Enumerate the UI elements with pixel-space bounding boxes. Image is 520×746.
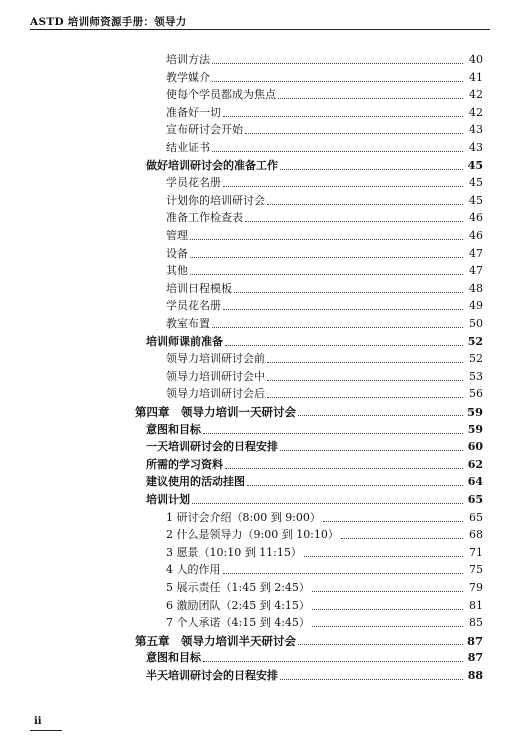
dot-leader [267, 362, 463, 363]
toc-entry-title: 教室布置 [166, 317, 210, 330]
dot-leader [312, 609, 463, 610]
toc-entry-title: 7 个人承诺（4:15 到 4:45） [166, 616, 310, 630]
dot-leader [341, 538, 463, 539]
dot-leader [278, 98, 463, 99]
toc-entry-title: 准备工作检查表 [166, 211, 243, 225]
toc-entry[interactable] [0, 436, 520, 454]
toc-entry-title: 1 研讨会介绍（8:00 到 9:00） [166, 510, 321, 524]
toc-entry[interactable] [0, 454, 520, 472]
toc-entry-page: 42 [469, 88, 483, 102]
toc-entry[interactable] [0, 313, 520, 331]
toc-entry[interactable] [0, 507, 520, 525]
toc-entry-page: 59 [466, 405, 483, 419]
toc-entry[interactable] [0, 489, 520, 507]
toc-entry-title: 所需的学习资料 [146, 457, 223, 471]
toc-entry[interactable] [0, 348, 520, 366]
toc-entry-title: 第四章 领导力培训一天研讨会 [135, 405, 296, 419]
dot-leader [223, 573, 464, 574]
toc-entry-page: 47 [469, 264, 483, 278]
toc-entry-title: 4 人的作用 [166, 563, 221, 577]
dot-leader [225, 468, 463, 469]
running-header: ASTD 培训师资源手册：领导力 [30, 16, 187, 28]
dot-leader [245, 221, 463, 222]
toc-entry-page: 48 [469, 281, 483, 295]
header-rule [30, 29, 490, 30]
toc-entry-title: 宣布研讨会开始 [166, 123, 243, 137]
toc-entry[interactable] [0, 577, 520, 595]
toc-entry-page: 81 [469, 598, 483, 612]
toc-entry-title: 教学媒介 [166, 70, 210, 84]
dot-leader [234, 292, 463, 293]
toc-entry-title: 其他 [166, 264, 188, 278]
toc-entry[interactable] [0, 612, 520, 630]
toc-entry-page: 65 [469, 510, 483, 524]
toc-entry-page: 45 [469, 176, 483, 190]
dot-leader [223, 116, 463, 117]
toc-entry-page: 60 [467, 440, 483, 454]
dot-leader [223, 309, 463, 310]
dot-leader [212, 63, 463, 64]
toc-entry[interactable] [0, 102, 520, 120]
dot-leader [225, 345, 463, 346]
dot-leader [267, 204, 463, 205]
toc-entry-page: 79 [469, 581, 483, 594]
toc-entry-page: 56 [469, 387, 483, 401]
toc-entry[interactable] [0, 524, 520, 542]
toc-entry[interactable] [0, 542, 520, 560]
dot-leader [298, 644, 463, 645]
toc-entry-title: 领导力培训研讨会前 [166, 352, 265, 366]
toc-entry[interactable] [0, 295, 520, 313]
toc-entry-page: 64 [467, 475, 483, 489]
toc-entry[interactable] [0, 595, 520, 613]
dot-leader [203, 433, 463, 434]
toc-entry[interactable] [0, 260, 520, 278]
toc-entry-page: 42 [469, 105, 483, 119]
toc-entry-page: 49 [469, 299, 483, 313]
toc-entry-page: 50 [469, 317, 483, 330]
dot-leader [245, 133, 463, 134]
toc-entry-title: 计划你的培训研讨会 [166, 193, 265, 207]
toc-entry-page: 87 [466, 633, 483, 648]
toc-entry-page: 43 [469, 141, 483, 154]
toc-entry[interactable] [0, 331, 520, 349]
toc-entry[interactable] [0, 419, 520, 437]
toc-entry-page: 43 [469, 123, 483, 137]
toc-entry[interactable] [0, 84, 520, 102]
toc-entry-title: 学员花名册 [166, 299, 221, 313]
dot-leader [323, 521, 463, 522]
toc-entry-title: 结业证书 [166, 141, 210, 154]
toc-entry-title: 培训计划 [146, 493, 190, 506]
toc-entry-title: 一天培训研讨会的日程安排 [146, 440, 278, 454]
dot-leader [212, 327, 463, 328]
toc-entry-title: 建议使用的活动挂图 [146, 475, 245, 489]
dot-leader [267, 397, 463, 398]
toc-entry-title: 设备 [166, 246, 188, 260]
toc-entry[interactable] [0, 155, 520, 173]
dot-leader [247, 485, 463, 486]
toc-entry[interactable] [0, 190, 520, 208]
toc-entry-page: 62 [467, 457, 483, 471]
toc-entry[interactable] [0, 172, 520, 190]
dot-leader [203, 661, 463, 662]
toc-entry-page: 88 [467, 669, 483, 682]
toc-entry-title: 意图和目标 [146, 651, 201, 665]
toc-entry-title: 意图和目标 [146, 422, 201, 436]
toc-entry-page: 45 [469, 193, 483, 207]
dot-leader [192, 503, 463, 504]
dot-leader [280, 679, 463, 680]
toc-entry-title: 第五章 领导力培训半天研讨会 [135, 633, 296, 648]
dot-leader [212, 151, 463, 152]
toc-entry-page: 53 [469, 369, 483, 383]
toc-entry-page: 65 [467, 493, 483, 506]
toc-entry-title: 半天培训研讨会的日程安排 [146, 669, 278, 682]
dot-leader [190, 274, 463, 275]
toc-entry-title: 管理 [166, 229, 188, 242]
toc-entry-page: 45 [467, 158, 483, 172]
toc-entry-page: 41 [469, 70, 483, 84]
toc-entry[interactable] [0, 119, 520, 137]
dot-leader [190, 257, 463, 258]
dot-leader [298, 415, 463, 416]
toc-entry-page: 46 [469, 211, 483, 225]
toc-entry-title: 准备好一切 [166, 105, 221, 119]
toc-entry[interactable] [0, 401, 520, 419]
toc-entry[interactable] [0, 665, 520, 683]
toc-entry[interactable] [0, 471, 520, 489]
toc-entry[interactable] [0, 366, 520, 384]
toc-entry-page: 87 [467, 651, 483, 665]
toc-entry-title: 领导力培训研讨会后 [166, 387, 265, 401]
dot-leader [312, 626, 463, 627]
toc-entry-title: 培训日程模板 [166, 281, 232, 295]
toc-entry-page: 47 [469, 246, 483, 260]
toc-entry-title: 6 激励团队（2:45 到 4:15） [166, 598, 310, 612]
toc-entry-page: 40 [469, 53, 483, 66]
toc-entry-title: 3 愿景（10:10 到 11:15） [166, 545, 302, 559]
dot-leader [267, 380, 463, 381]
toc-entry[interactable] [0, 278, 520, 296]
dot-leader [304, 556, 463, 557]
toc-entry-page: 52 [467, 334, 483, 348]
dot-leader [223, 186, 463, 187]
toc-entry[interactable] [0, 49, 520, 67]
toc-entry[interactable] [0, 630, 520, 648]
toc-entry-title: 培训师课前准备 [146, 334, 223, 348]
toc-entry-page: 75 [469, 563, 483, 577]
dot-leader [280, 169, 463, 170]
footer-rule [30, 730, 62, 731]
dot-leader [212, 81, 463, 82]
dot-leader [312, 591, 463, 592]
toc-entry-page: 68 [469, 528, 483, 542]
toc-entry-page: 52 [469, 352, 483, 366]
toc-entry-title: 使每个学员都成为焦点 [166, 88, 276, 102]
toc-entry[interactable] [0, 647, 520, 665]
toc-entry-page: 85 [469, 616, 483, 630]
toc-entry-title: 学员花名册 [166, 176, 221, 190]
toc-entry-title: 做好培训研讨会的准备工作 [146, 158, 278, 172]
toc-entry-title: 领导力培训研讨会中 [166, 369, 265, 383]
page-number: ii [34, 716, 42, 727]
toc-entry-page: 59 [467, 422, 483, 436]
toc-entry[interactable] [0, 207, 520, 225]
toc-entry-title: 5 展示责任（1:45 到 2:45） [166, 581, 310, 594]
toc-entry[interactable] [0, 137, 520, 155]
toc-entry[interactable] [0, 243, 520, 261]
toc-entry[interactable] [0, 559, 520, 577]
dot-leader [190, 239, 463, 240]
toc-entry[interactable] [0, 67, 520, 85]
dot-leader [280, 450, 463, 451]
toc-entry-page: 46 [469, 229, 483, 242]
toc-entry[interactable] [0, 383, 520, 401]
toc-entry-title: 培训方法 [166, 53, 210, 66]
toc-entry-page: 71 [469, 545, 483, 559]
toc-entry[interactable] [0, 225, 520, 243]
toc-entry-title: 2 什么是领导力（9:00 到 10:10） [166, 528, 339, 542]
